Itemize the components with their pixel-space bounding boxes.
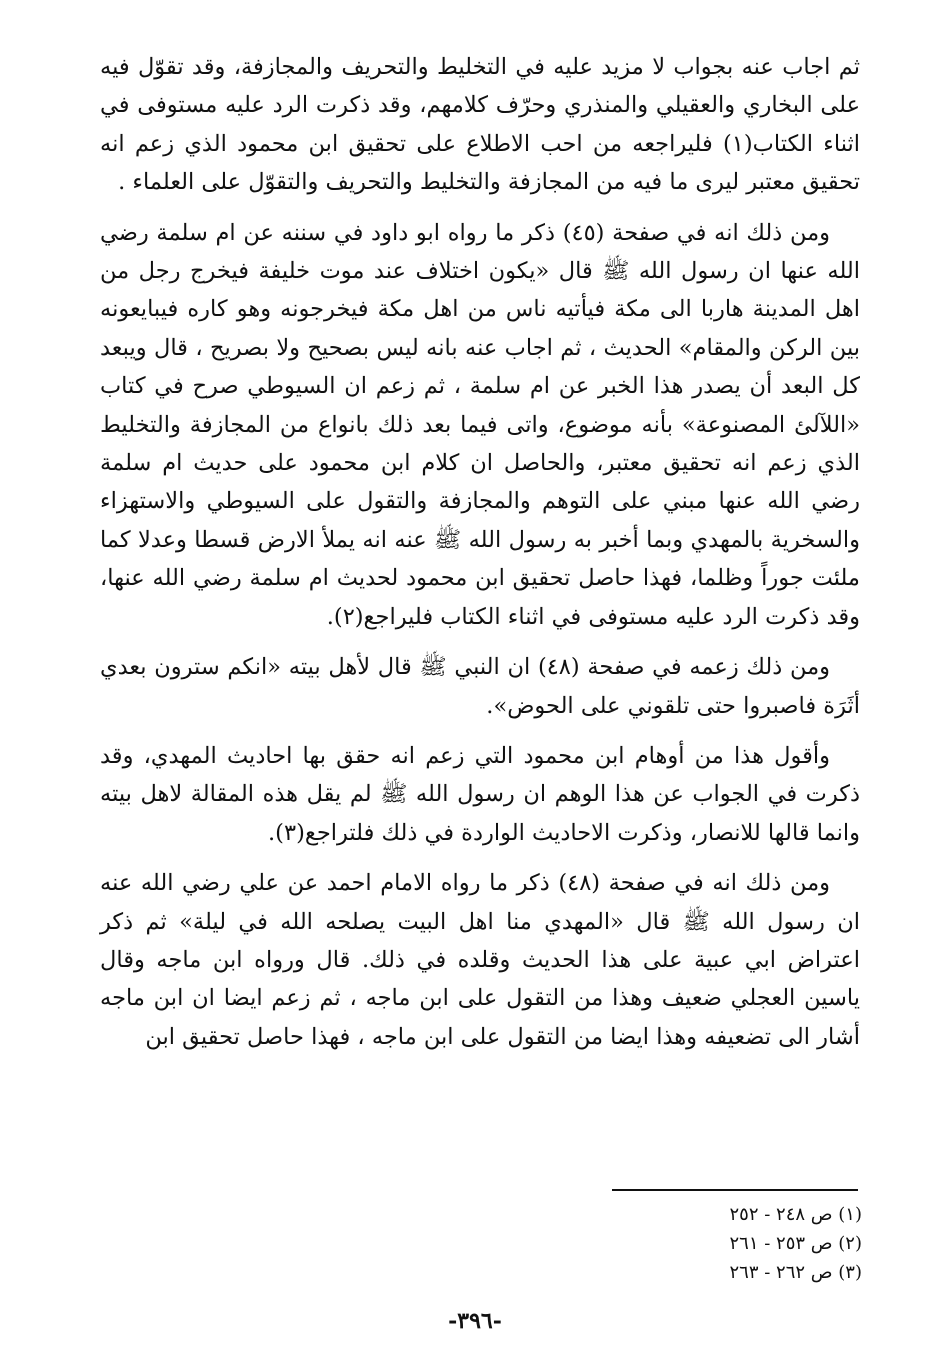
footnote-divider <box>612 1189 858 1191</box>
footnote-3: (٣) ص ٢٦٢ - ٢٦٣ <box>729 1262 862 1283</box>
paragraph-5: ومن ذلك انه في صفحة (٤٨) ذكر ما رواه الامام احمد عن علي رضي الله عنه ان رسول الله ﷺ قال «المهدي منا اهل البيت يصلحه الله في ليلة» ثم ذكر اعتراض ابي عبية على هذا الحديث وقلده في ذلك. قال ورواه ابن ماجه وقال ياسين العجلي ضعيف وهذا من التقول على ابن ماجه ، ثم زعم ايضا ان ابن ماجه أشار الى تضعيفه وهذا ايضا من التقول على ابن ماجه ، فهذا حاصل تحقيق ابن <box>100 870 860 1050</box>
main-text <box>100 48 860 1068</box>
page-number: -٣٩٦- <box>448 1308 502 1334</box>
footnote-2: (٢) ص ٢٥٣ - ٢٦١ <box>729 1233 862 1254</box>
footnote-1: (١) ص ٢٤٨ - ٢٥٢ <box>729 1204 862 1225</box>
paragraph-4: وأقول هذا من أوهام ابن محمود التي زعم انه حقق بها احاديث المهدي، وقد ذكرت في الجواب عن هذا الوهم ان رسول الله ﷺ لم يقل هذه المقالة لاهل بيته وانما قالها للانصار، وذكرت الاحاديث الواردة في ذلك فلتراجع(٣). <box>100 742 860 846</box>
footnotes <box>600 1200 862 1287</box>
paragraph-1: ثم اجاب عنه بجواب لا مزيد عليه في التخليط والتحريف والمجازفة، وقد تقوّل فيه على البخاري والعقيلي والمنذري وحرّف كلامهم، وقد ذكرت الرد عليه مستوفى في اثناء الكتاب(١) فليراجعه من احب الاطلاع على تحقيق ابن محمود الذي زعم انه تحقيق معتبر ليرى ما فيه من المجازفة والتخليط والتحريف والتقوّل على العلماء . <box>100 54 860 196</box>
paragraph-3: ومن ذلك زعمه في صفحة (٤٨) ان النبي ﷺ قال لأهل بيته «انكم سترون بعدي أثَرَة فاصبروا حتى تلقوني على الحوض». <box>100 654 860 719</box>
paragraph-2: ومن ذلك انه في صفحة (٤٥) ذكر ما رواه ابو داود في سننه عن ام سلمة رضي الله عنها ان رسول الله ﷺ قال «يكون اختلاف عند موت خليفة فيخرج رجل من اهل المدينة هاربا الى مكة فيأتيه ناس من اهل مكة فيخرجونه وهو كاره فيبايعونه بين الركن والمقام» الحديث ، ثم اجاب عنه بانه ليس بصحيح ولا بصريح ، قال ويبعد كل البعد أن يصدر هذا الخبر عن ام سلمة ، ثم زعم ان السيوطي صرح في كتاب «اللآلئ المصنوعة» بأنه موضوع، واتى فيما بعد ذلك بانواع من المجازفة والتخليط الذي زعم انه تحقيق معتبر، والحاصل ان كلام ابن محمود على حديث ام سلمة رضي الله عنها مبني على التوهم والمجازفة والتقول على السيوطي والاستهزاء والسخرية بالمهدي وبما أخبر به رسول الله ﷺ عنه انه يملأ الارض قسطا وعدلا كما ملئت جوراً وظلما، فهذا حاصل تحقيق ابن محمود لحديث ام سلمة رضي الله عنها، وقد ذكرت الرد عليه مستوفى في اثناء الكتاب فليراجع(٢). <box>100 219 860 630</box>
